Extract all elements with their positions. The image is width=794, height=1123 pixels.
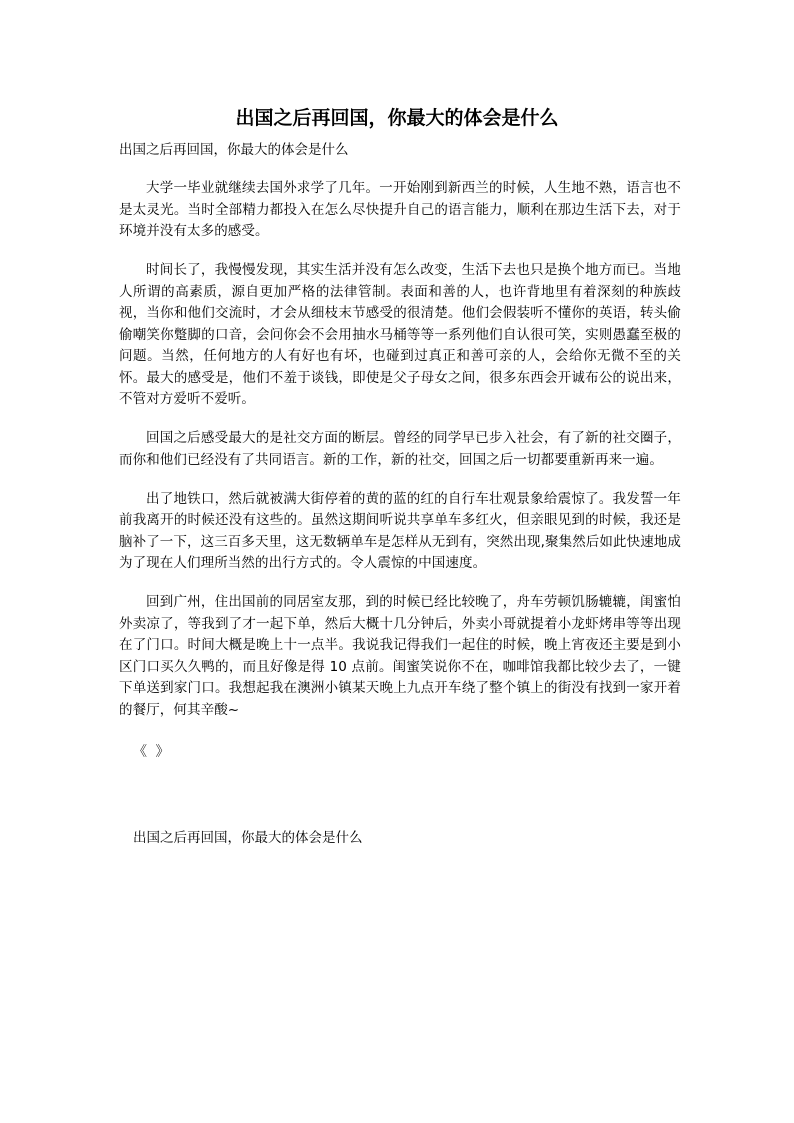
paragraph-1: 大学一毕业就继续去国外求学了几年。一开始刚到新西兰的时候，人生地不熟，语言也不是太灵光。当时全部精力都投入在怎么尽快提升自己的语言能力，顺利在那边生活下去，对于环境并没有太多的感受。 bbox=[119, 180, 681, 239]
paragraph-3: 回国之后感受最大的是社交方面的断层。曾经的同学早已步入社会，有了新的社交圈子，而你和他们已经没有了共同语言。新的工作，新的社交，回国之后一切都要重新再来一遍。 bbox=[119, 430, 681, 468]
paragraph-4: 出了地铁口，然后就被满大街停着的黄的蓝的红的自行车壮观景象给震惊了。我发誓一年前我离开的时候还没有这些的。虽然这期间听说共享单车多红火，但亲眼见到的时候，我还是脑补了一下，这三百多天里，这无数辆单车是怎样从无到有，突然出现,聚集然后如此快速地成为了现在人们理所当然的出行方式的。令人震惊的中国速度。 bbox=[119, 490, 681, 571]
document-title: 出国之后再回国，你最大的体会是什么 bbox=[235, 107, 559, 129]
footer-title: 出国之后再回国，你最大的体会是什么 bbox=[133, 830, 363, 846]
paragraph-2: 时间长了，我慢慢发现，其实生活并没有怎么改变，生活下去也只是换个地方而已。当地人所谓的高素质，源自更加严格的法律管制。表面和善的人，也许背地里有着深刻的种族歧视，当你和他们交流时，才会从细枝末节感受的很清楚。他们会假装听不懂你的英语，转头偷偷嘲笑你蹩脚的口音，会问你会不会用抽水马桶等等一系列他们自认很可笑，实则愚蠢至极的问题。当然，任何地方的人有好也有坏，也碰到过真正和善可亲的人，会给你无微不至的关怀。最大的感受是，他们不羞于谈钱，即使是父子母女之间，很多东西会开诚布公的说出来，不管对方爱听不爱听。 bbox=[119, 262, 681, 407]
document-subtitle: 出国之后再回国，你最大的体会是什么 bbox=[119, 142, 349, 158]
book-title-marks: 《 》 bbox=[133, 744, 172, 760]
paragraph-5: 回到广州，住出国前的同居室友那，到的时候已经比较晚了，舟车劳顿饥肠辘辘，闺蜜怕外卖凉了，等我到了才一起下单，然后大概十几分钟后，外卖小哥就提着小龙虾烤串等等出现在了门口。时间大概是晚上十一点半。我说我记得我们一起住的时候，晚上宵夜还主要是到小区门口买久久鸭的，而且好像是得 10 点前。闺蜜笑说你不在，咖啡馆我都比较少去了，一键下单送到家门口。我想起我在澳洲小镇某天晚上九点开车绕了整个镇上的街没有找到一家开着的餐厅，何其辛酸~ bbox=[119, 594, 681, 718]
article-body bbox=[119, 178, 681, 739]
